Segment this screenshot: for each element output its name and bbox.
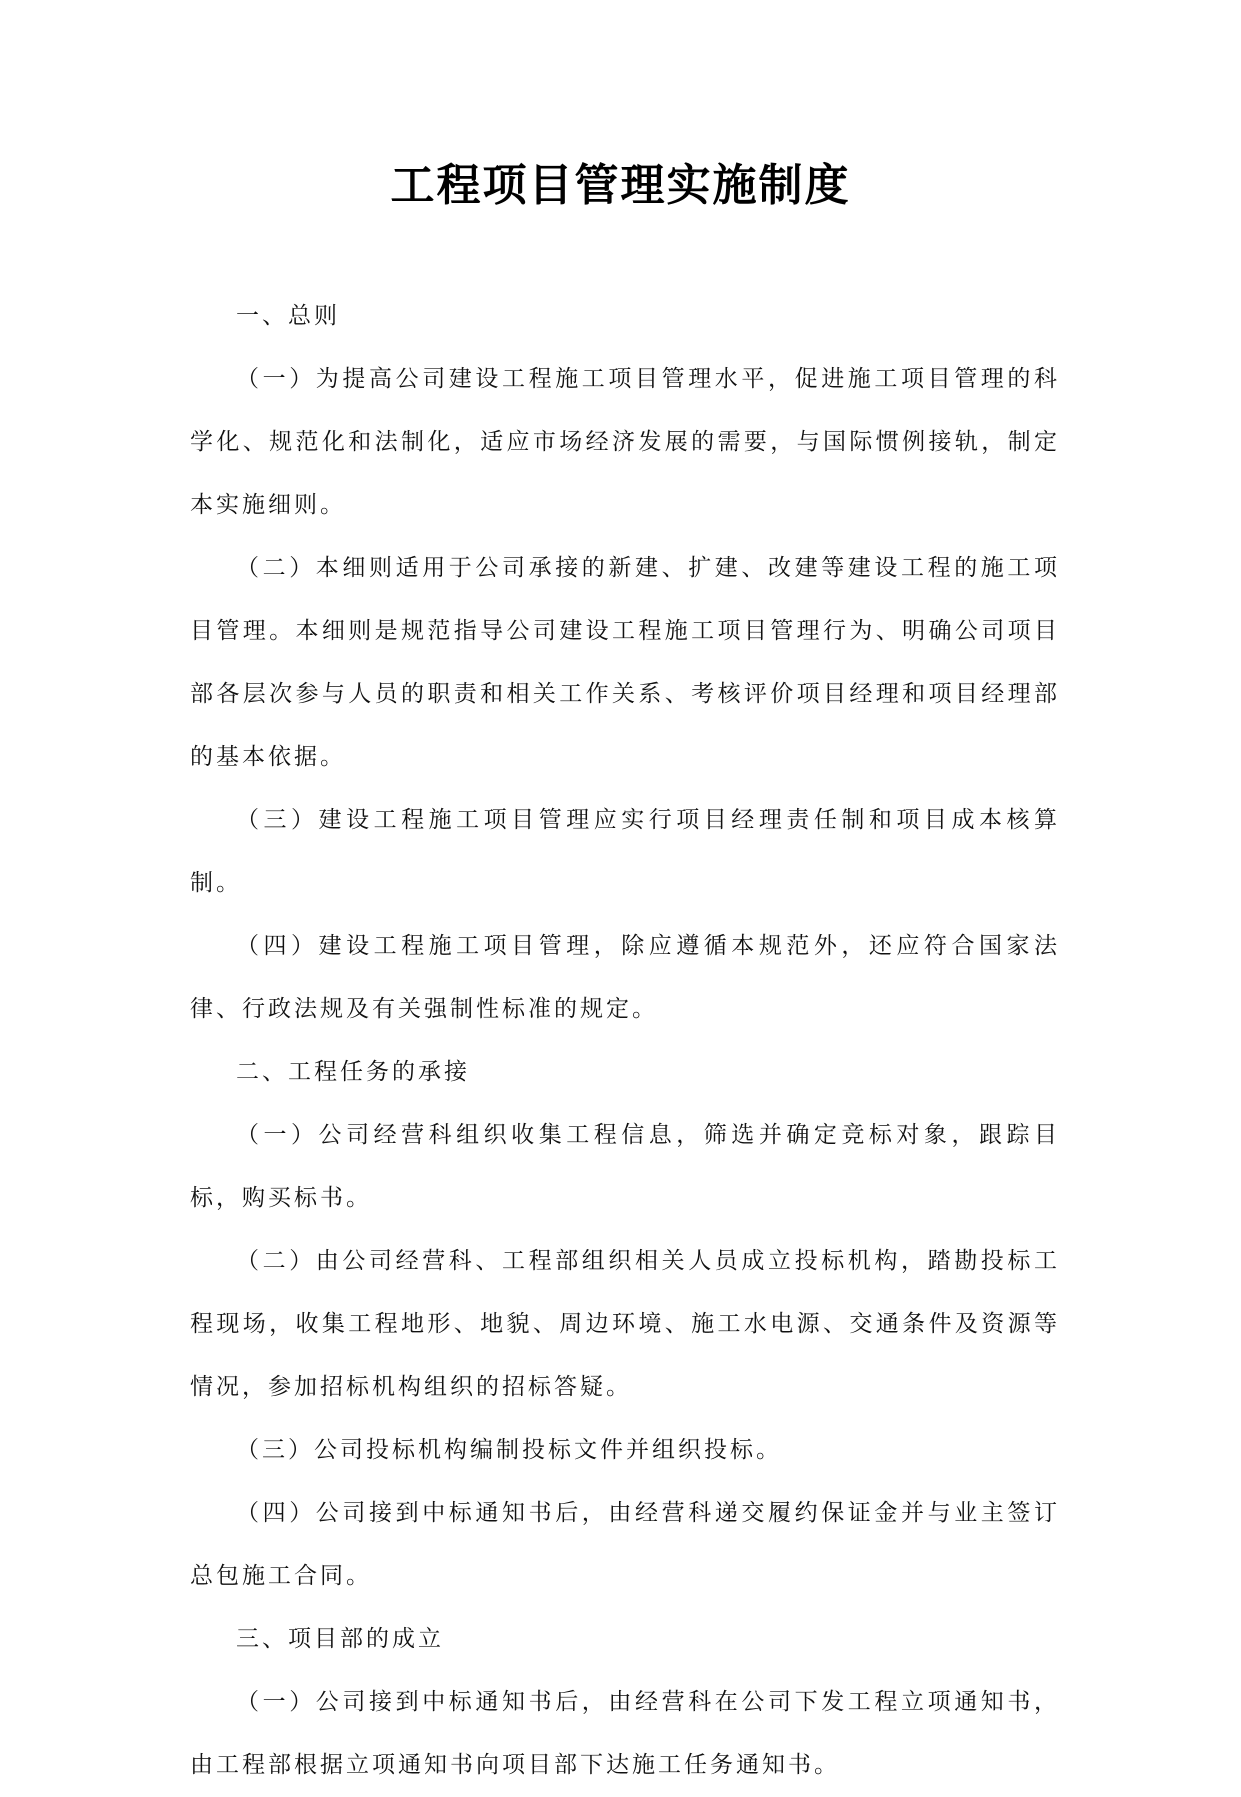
paragraph: （三）公司投标机构编制投标文件并组织投标。	[236, 1437, 782, 1463]
paragraph: （一）公司接到中标通知书后，由经营科在公司下发工程立项通知书，由工程部根据立项通知书向项目部下达施工任务通知书。	[190, 1689, 1060, 1778]
section-heading-general: 一、总则	[236, 303, 340, 329]
paragraph: （二）本细则适用于公司承接的新建、扩建、改建等建设工程的施工项目管理。本细则是规范指导公司建设工程施工项目管理行为、明确公司项目部各层次参与人员的职责和相关工作关系、考核评价项目经理和项目经理部的基本依据。	[190, 555, 1060, 770]
document-body	[190, 285, 1060, 1797]
section-heading-project-setup: 三、项目部的成立	[236, 1626, 444, 1652]
document-title: 工程项目管理实施制度	[390, 160, 851, 211]
paragraph: （四）建设工程施工项目管理，除应遵循本规范外，还应符合国家法律、行政法规及有关强制性标准的规定。	[190, 933, 1060, 1022]
paragraph: （一）为提高公司建设工程施工项目管理水平，促进施工项目管理的科学化、规范化和法制化，适应市场经济发展的需要，与国际惯例接轨，制定本实施细则。	[190, 366, 1060, 518]
paragraph: （一）公司经营科组织收集工程信息，筛选并确定竞标对象，跟踪目标，购买标书。	[190, 1122, 1060, 1211]
paragraph: （二）由公司经营科、工程部组织相关人员成立投标机构，踏勘投标工程现场，收集工程地形、地貌、周边环境、施工水电源、交通条件及资源等情况，参加招标机构组织的招标答疑。	[190, 1248, 1060, 1400]
paragraph: （四）公司接到中标通知书后，由经营科递交履约保证金并与业主签订总包施工合同。	[190, 1500, 1060, 1589]
section-heading-task-undertaking: 二、工程任务的承接	[236, 1059, 470, 1085]
paragraph: （三）建设工程施工项目管理应实行项目经理责任制和项目成本核算制。	[190, 807, 1060, 896]
